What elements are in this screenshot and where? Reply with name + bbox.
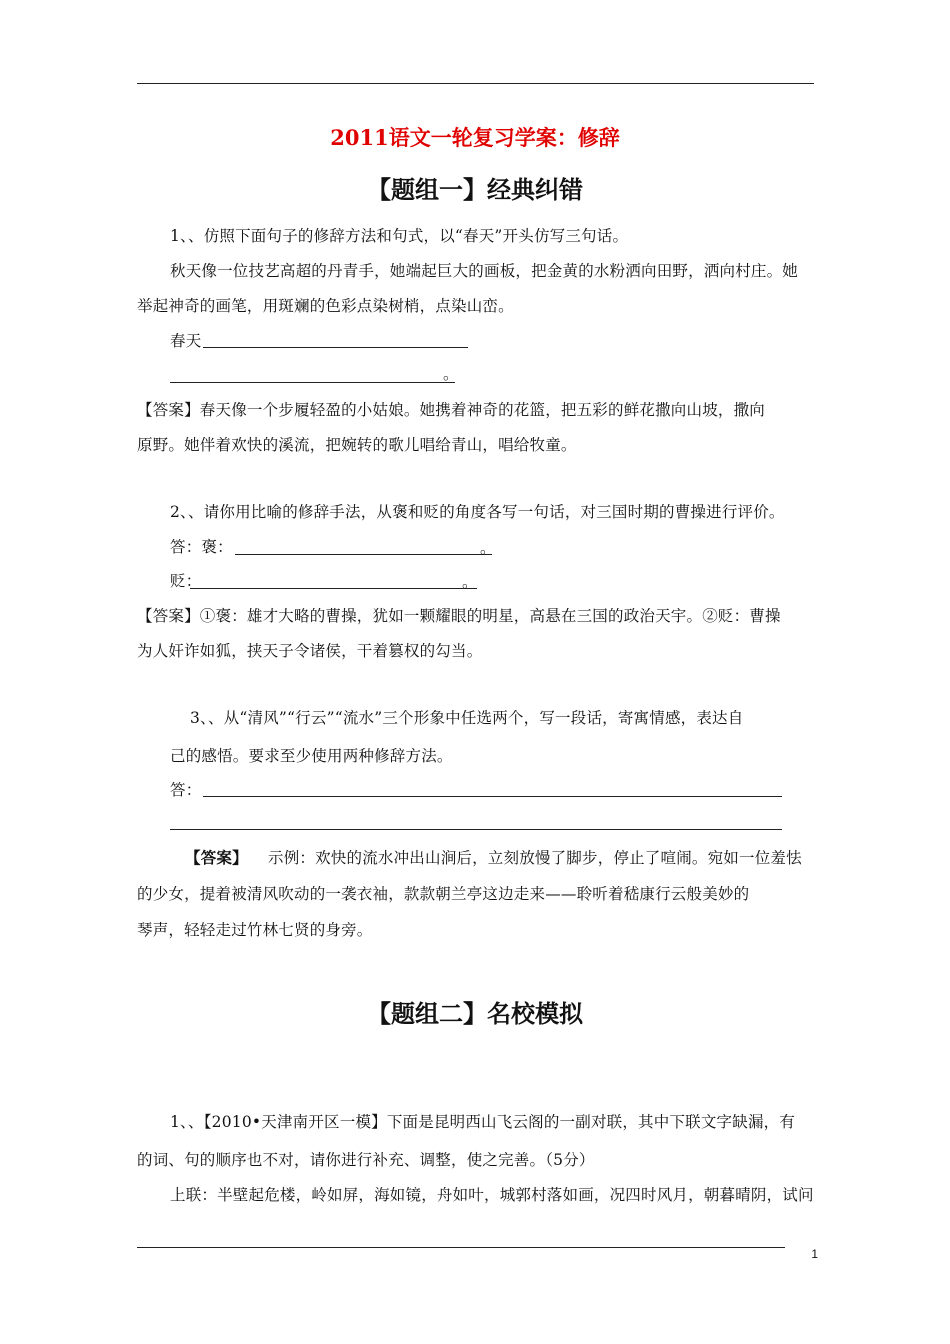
q1-fill-label: 春天 [170,332,202,350]
q2-blame-end: 。 [462,573,478,591]
q1-text-line2: 举起神奇的画笔，用斑斓的色彩点染树梢，点染山峦。 [137,297,514,315]
q2-praise-label: 答：褒： [170,538,233,556]
q1-answer-line1: 【答案】春天像一个步履轻盈的小姑娘。她携着神奇的花篮，把五彩的鲜花撒向山坡，撒向 [137,401,766,419]
q3-answer-line-2[interactable] [170,829,782,830]
q3-prompt-line2: 己的感悟。要求至少使用两种修辞方法。 [170,747,453,765]
q1-fill-line-2[interactable] [170,382,455,383]
page-number: 1 [811,1247,818,1261]
q2-praise-end: 。 [480,539,496,557]
q3-prompt-line1: 3、、从“清风”“行云”“流水”三个形象中任选两个，写一段话，寄寓情感，表达自 [190,709,744,727]
q2-answer-line2: 为人奸诈如狐，挟天子令诸侯，干着篡权的勾当。 [137,642,483,660]
q3-answer-line1: 示例：欢快的流水冲出山涧后，立刻放慢了脚步，停止了喧闹。宛如一位羞怯 [268,849,802,867]
q3-answer-line2: 的少女，提着被清风吹动的一袭衣袖，款款朝兰亭这边走来——聆听着嵇康行云般美妙的 [137,885,750,903]
q3-answer-line3: 琴声，轻轻走过竹林七贤的身旁。 [137,921,373,939]
header-rule [137,83,814,84]
q2-blame-label: 贬： [170,572,202,590]
q2-prompt: 2、、请你用比喻的修辞手法，从褒和贬的角度各写一句话，对三国时期的曹操进行评价。 [170,503,785,521]
g2-q1-prompt-line2: 的词、句的顺序也不对，请你进行补充、调整，使之完善。（5分） [137,1151,595,1169]
q1-prompt: 1、、仿照下面句子的修辞方法和句式，以“春天”开头仿写三句话。 [170,227,629,245]
footer-rule [137,1247,785,1248]
q3-answer-label: 答： [170,781,202,799]
q1-fill-line-1[interactable] [203,347,468,348]
group1-heading: 【题组一】经典纠错 [367,175,583,204]
group2-heading: 【题组二】名校模拟 [367,999,583,1028]
q2-blame-line[interactable] [190,588,477,589]
q1-fill-end: 。 [443,365,459,383]
q1-answer-line2: 原野。她伴着欢快的溪流，把婉转的歌儿唱给青山，唱给牧童。 [137,436,577,454]
q2-praise-line[interactable] [235,554,492,555]
document-title: 2011语文一轮复习学案：修辞 [330,125,620,150]
q3-answer-tag: 【答案】 [185,848,248,867]
g2-q1-text-line1: 上联：半壁起危楼，岭如屏，海如镜，舟如叶，城郭村落如画，况四时风月，朝暮晴阴，试问 [170,1186,814,1204]
g2-q1-prompt-line1: 1、、【2010•天津南开区一模】下面是昆明西山飞云阁的一副对联，其中下联文字缺漏，有 [170,1113,796,1131]
q2-answer-line1: 【答案】①褒：雄才大略的曹操，犹如一颗耀眼的明星，高悬在三国的政治天宇。②贬：曹操 [137,607,781,625]
q1-text-line1: 秋天像一位技艺高超的丹青手，她端起巨大的画板，把金黄的水粉洒向田野，洒向村庄。她 [170,262,799,280]
q3-answer-line-1[interactable] [203,796,782,797]
